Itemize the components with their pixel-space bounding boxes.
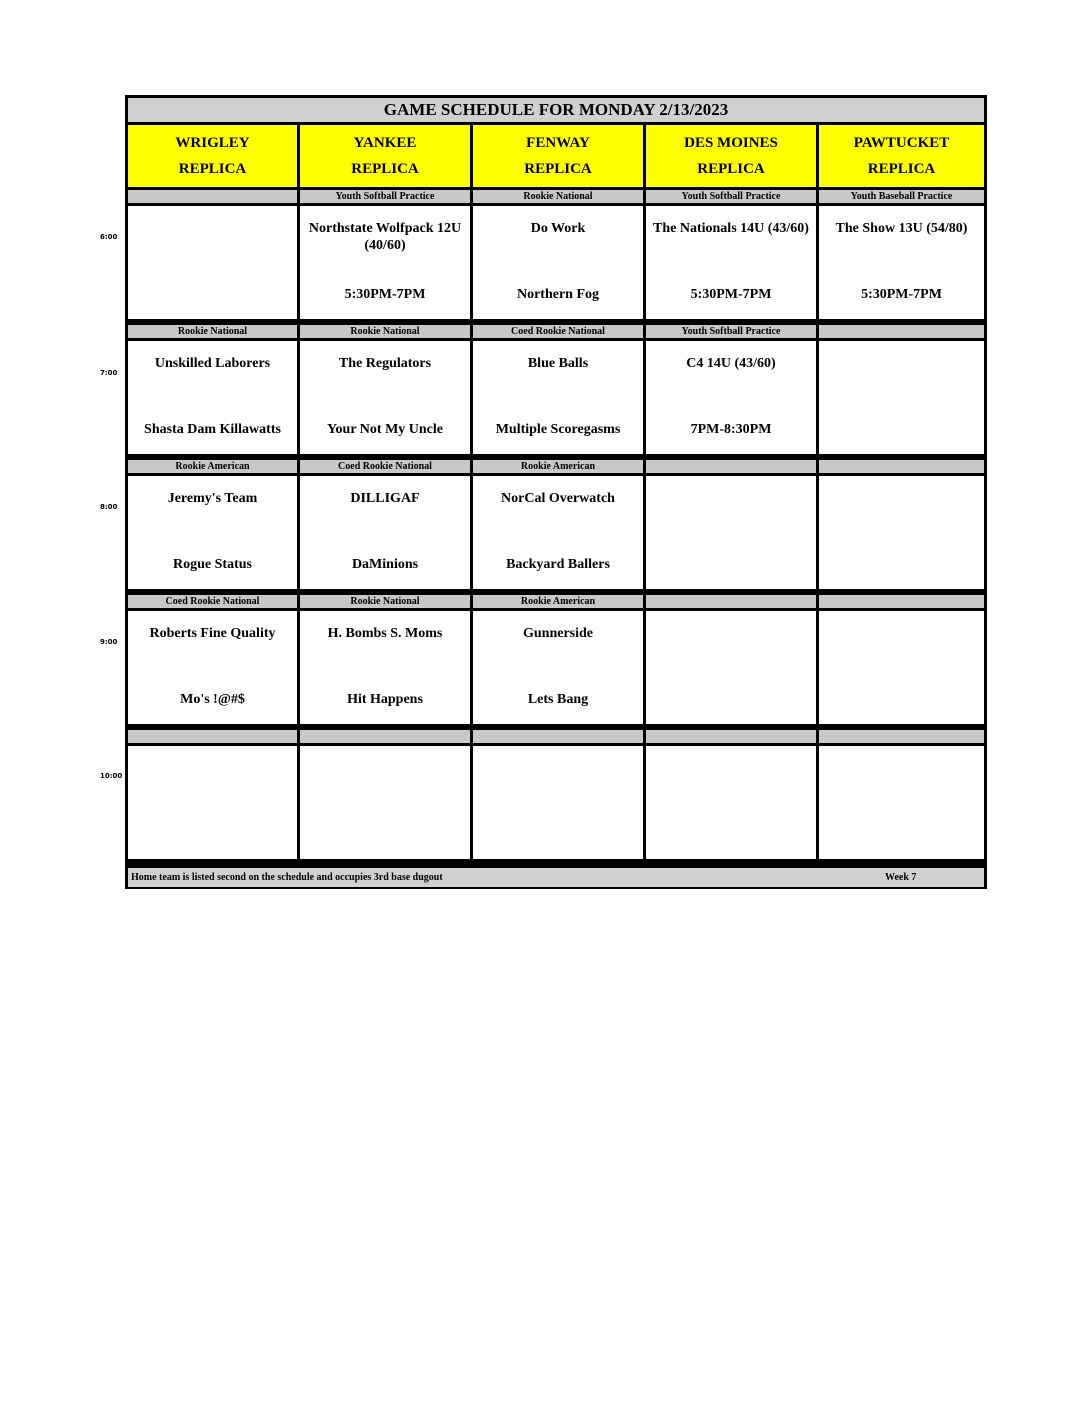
game-cell	[646, 476, 816, 589]
game-cell	[300, 611, 470, 724]
division-row	[128, 325, 984, 338]
game-cell	[819, 746, 984, 859]
field-subtitle: REPLICA	[178, 161, 247, 177]
division-label: Coed Rookie National	[300, 460, 470, 473]
away-team: Blue Balls	[527, 356, 589, 371]
away-team: NorCal Overwatch	[501, 491, 615, 506]
home-team-note: Home team is listed second on the schedule and occupies 3rd base dugout	[131, 872, 443, 883]
game-cell	[300, 476, 470, 589]
home-team: DaMinions	[351, 557, 419, 572]
game-cell	[819, 341, 984, 454]
away-team: Roberts Fine Quality	[149, 626, 276, 641]
game-cell	[473, 611, 643, 724]
game-cell	[819, 206, 984, 319]
game-cell	[819, 476, 984, 589]
time-slot-label: 7:00	[100, 369, 118, 377]
away-team: The Nationals 14U (43/60)	[653, 221, 809, 236]
game-cell	[646, 206, 816, 319]
field-subtitle: REPLICA	[867, 161, 936, 177]
away-team: Gunnerside	[522, 626, 593, 641]
schedule-table	[125, 95, 987, 889]
division-row	[128, 190, 984, 203]
division-label: Youth Baseball Practice	[819, 190, 984, 203]
game-cell	[646, 341, 816, 454]
time-slot-label: 8:00	[100, 503, 118, 511]
game-row	[128, 206, 984, 319]
field-header-row	[128, 125, 984, 187]
game-cell	[646, 611, 816, 724]
home-team: 7PM-8:30PM	[690, 422, 772, 437]
division-label	[646, 595, 816, 608]
field-header-des-moines	[646, 125, 816, 187]
game-cell	[646, 746, 816, 859]
field-name: PAWTUCKET	[853, 135, 950, 151]
division-row	[128, 730, 984, 743]
home-team: Backyard Ballers	[506, 557, 610, 572]
game-cell	[473, 341, 643, 454]
division-label: Rookie National	[128, 325, 297, 338]
division-label: Youth Softball Practice	[646, 190, 816, 203]
away-team: The Show 13U (54/80)	[835, 221, 968, 236]
home-team: 5:30PM-7PM	[344, 287, 426, 302]
footer-bar	[128, 868, 984, 887]
field-subtitle: REPLICA	[351, 161, 419, 177]
division-label	[128, 190, 297, 203]
division-label	[646, 460, 816, 473]
division-label	[819, 595, 984, 608]
home-team: Northern Fog	[516, 287, 600, 302]
time-slot-label: 9:00	[100, 638, 118, 646]
field-subtitle: REPLICA	[697, 161, 765, 177]
home-team: 5:30PM-7PM	[690, 287, 772, 302]
home-team: Multiple Scoregasms	[495, 422, 621, 437]
game-cell	[128, 206, 297, 319]
game-cell	[128, 476, 297, 589]
away-team: The Regulators	[338, 356, 432, 371]
away-team: Jeremy's Team	[167, 491, 258, 506]
home-team: Mo's !@#$	[180, 692, 245, 707]
time-slot-label: 6:00	[100, 233, 118, 241]
division-label	[819, 325, 984, 338]
game-cell	[300, 341, 470, 454]
away-team: H. Bombs S. Moms	[327, 626, 443, 641]
field-name: DES MOINES	[684, 135, 778, 151]
home-team: Hit Happens	[347, 692, 423, 707]
game-row	[128, 341, 984, 454]
home-team: Lets Bang	[527, 692, 589, 707]
game-cell	[473, 476, 643, 589]
game-cell	[473, 746, 643, 859]
field-name: FENWAY	[526, 135, 590, 151]
game-cell	[300, 746, 470, 859]
home-team: Rogue Status	[173, 557, 252, 572]
game-cell	[819, 611, 984, 724]
division-label: Rookie American	[473, 595, 643, 608]
division-label: Coed Rookie National	[128, 595, 297, 608]
field-header-fenway	[473, 125, 643, 187]
division-label: Youth Softball Practice	[300, 190, 470, 203]
away-team: DILLIGAF	[350, 491, 420, 506]
division-label: Rookie American	[128, 460, 297, 473]
field-name: YANKEE	[353, 135, 417, 151]
schedule-title: GAME SCHEDULE FOR MONDAY 2/13/2023	[128, 98, 984, 122]
home-team: Shasta Dam Killawatts	[144, 422, 281, 437]
field-header-pawtucket	[819, 125, 984, 187]
away-team: Northstate Wolfpack 12U (40/60)	[308, 221, 462, 253]
game-cell	[128, 746, 297, 859]
division-label: Rookie American	[473, 460, 643, 473]
away-team: C4 14U (43/60)	[686, 356, 776, 371]
game-row	[128, 746, 984, 859]
week-label: Week 7	[885, 872, 917, 883]
field-header-wrigley	[128, 125, 297, 187]
away-team: Do Work	[530, 221, 586, 236]
game-row	[128, 611, 984, 724]
division-label	[128, 730, 297, 743]
division-row	[128, 595, 984, 608]
division-label: Rookie National	[300, 325, 470, 338]
away-team: Unskilled Laborers	[154, 356, 271, 371]
time-slot-label: 10:00	[100, 772, 123, 780]
home-team: 5:30PM-7PM	[861, 287, 942, 302]
game-cell	[300, 206, 470, 319]
field-name: WRIGLEY	[175, 135, 250, 151]
division-label: Rookie National	[300, 595, 470, 608]
home-team: Your Not My Uncle	[326, 422, 443, 437]
division-row	[128, 460, 984, 473]
division-label	[819, 460, 984, 473]
division-label	[473, 730, 643, 743]
division-label	[300, 730, 470, 743]
field-subtitle: REPLICA	[524, 161, 592, 177]
division-label	[646, 730, 816, 743]
division-label: Rookie National	[473, 190, 643, 203]
division-label: Youth Softball Practice	[646, 325, 816, 338]
game-cell	[128, 611, 297, 724]
game-cell	[473, 206, 643, 319]
division-label: Coed Rookie National	[473, 325, 643, 338]
game-cell	[128, 341, 297, 454]
field-header-yankee	[300, 125, 470, 187]
game-row	[128, 476, 984, 589]
division-label	[819, 730, 984, 743]
